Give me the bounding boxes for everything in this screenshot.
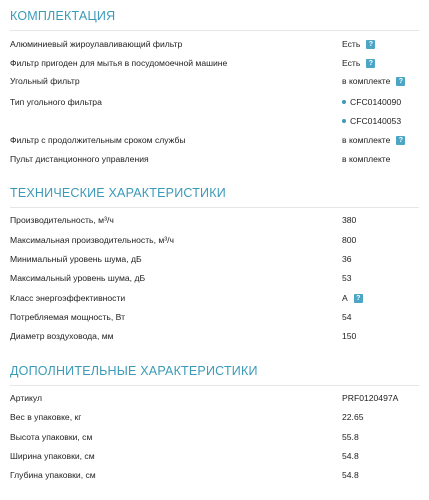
section-divider — [10, 207, 419, 208]
spec-value-text: PRF0120497A — [342, 393, 399, 403]
spec-value-text: 150 — [342, 331, 357, 341]
bullet-dot-icon — [342, 119, 346, 123]
spec-row — [10, 330, 419, 350]
spec-value-text: 380 — [342, 215, 357, 225]
section-divider — [10, 30, 419, 31]
spec-label: Артикул — [10, 393, 43, 403]
spec-value-text: A — [342, 293, 348, 303]
spec-value — [342, 450, 359, 462]
spec-value-text: в комплекте — [342, 76, 391, 86]
spec-value — [342, 253, 352, 265]
help-icon[interactable]: ? — [366, 40, 375, 49]
spec-label: Фильтр пригоден для мытья в посудомоечной машине — [10, 58, 228, 68]
spec-row — [10, 153, 419, 173]
spec-row — [10, 253, 419, 273]
spec-row — [10, 311, 419, 331]
help-icon[interactable]: ? — [396, 136, 405, 145]
section-title-equipment: КОМПЛЕКТАЦИЯ — [10, 9, 116, 23]
spec-label: Глубина упаковки, см — [10, 470, 96, 480]
spec-value — [342, 38, 375, 50]
spec-row — [10, 431, 419, 451]
spec-value — [342, 392, 398, 404]
spec-row — [10, 38, 419, 58]
spec-value-text: Есть — [342, 39, 361, 49]
spec-value-text: 53 — [342, 273, 352, 283]
spec-value — [342, 272, 352, 284]
spec-value — [342, 431, 359, 443]
spec-value — [342, 96, 401, 108]
spec-row — [10, 96, 419, 116]
spec-row — [10, 450, 419, 470]
spec-value-text: 55.8 — [342, 432, 359, 442]
spec-row — [10, 411, 419, 431]
spec-row — [10, 272, 419, 292]
spec-value-text: 54.8 — [342, 451, 359, 461]
spec-label: Пульт дистанционного управления — [10, 154, 149, 164]
spec-label: Тип угольного фильтра — [10, 97, 102, 107]
spec-value-text: 800 — [342, 235, 357, 245]
spec-value-text: 54 — [342, 312, 352, 322]
spec-row — [10, 57, 419, 77]
spec-row — [10, 392, 419, 412]
spec-value — [342, 311, 352, 323]
spec-label: Минимальный уровень шума, дБ — [10, 254, 142, 264]
spec-value — [342, 57, 375, 69]
spec-value-link[interactable]: CFC0140053 — [350, 116, 402, 126]
spec-value — [342, 214, 356, 226]
spec-label: Ширина упаковки, см — [10, 451, 95, 461]
spec-value — [342, 153, 390, 165]
spec-value — [342, 330, 356, 342]
spec-row — [10, 115, 419, 135]
spec-row — [10, 292, 419, 312]
spec-value-text: 54.8 — [342, 470, 359, 480]
spec-value — [342, 411, 364, 423]
spec-row — [10, 469, 419, 489]
spec-label: Потребляемая мощность, Вт — [10, 312, 126, 322]
spec-label: Вес в упаковке, кг — [10, 412, 82, 422]
spec-value-text: 22.65 — [342, 412, 364, 422]
spec-value-text: 36 — [342, 254, 352, 264]
spec-label: Фильтр с продолжительным сроком службы — [10, 135, 186, 145]
bullet-dot-icon — [342, 100, 346, 104]
spec-row — [10, 75, 419, 95]
spec-value — [342, 469, 359, 481]
help-icon[interactable]: ? — [354, 294, 363, 303]
spec-value — [342, 292, 363, 304]
spec-value — [342, 234, 356, 246]
section-title-additional: ДОПОЛНИТЕЛЬНЫЕ ХАРАКТЕРИСТИКИ — [10, 364, 258, 378]
spec-value — [342, 115, 401, 127]
spec-label: Диаметр воздуховода, мм — [10, 331, 114, 341]
spec-label: Алюминиевый жироулавливающий фильтр — [10, 39, 183, 49]
spec-value — [342, 134, 405, 146]
spec-value-text: в комплекте — [342, 154, 391, 164]
spec-value-link[interactable]: CFC0140090 — [350, 97, 402, 107]
spec-label: Максимальный уровень шума, дБ — [10, 273, 146, 283]
spec-row — [10, 134, 419, 154]
spec-value — [342, 75, 405, 87]
spec-label: Производительность, м³/ч — [10, 215, 114, 225]
help-icon[interactable]: ? — [366, 59, 375, 68]
section-divider — [10, 385, 419, 386]
spec-value-text: Есть — [342, 58, 361, 68]
spec-label: Угольный фильтр — [10, 76, 80, 86]
spec-label: Максимальная производительность, м³/ч — [10, 235, 175, 245]
spec-row — [10, 214, 419, 234]
spec-row — [10, 234, 419, 254]
help-icon[interactable]: ? — [396, 77, 405, 86]
spec-value-text: в комплекте — [342, 135, 391, 145]
spec-label: Высота упаковки, см — [10, 432, 93, 442]
section-title-technical: ТЕХНИЧЕСКИЕ ХАРАКТЕРИСТИКИ — [10, 186, 226, 200]
spec-label: Класс энергоэффективности — [10, 293, 126, 303]
